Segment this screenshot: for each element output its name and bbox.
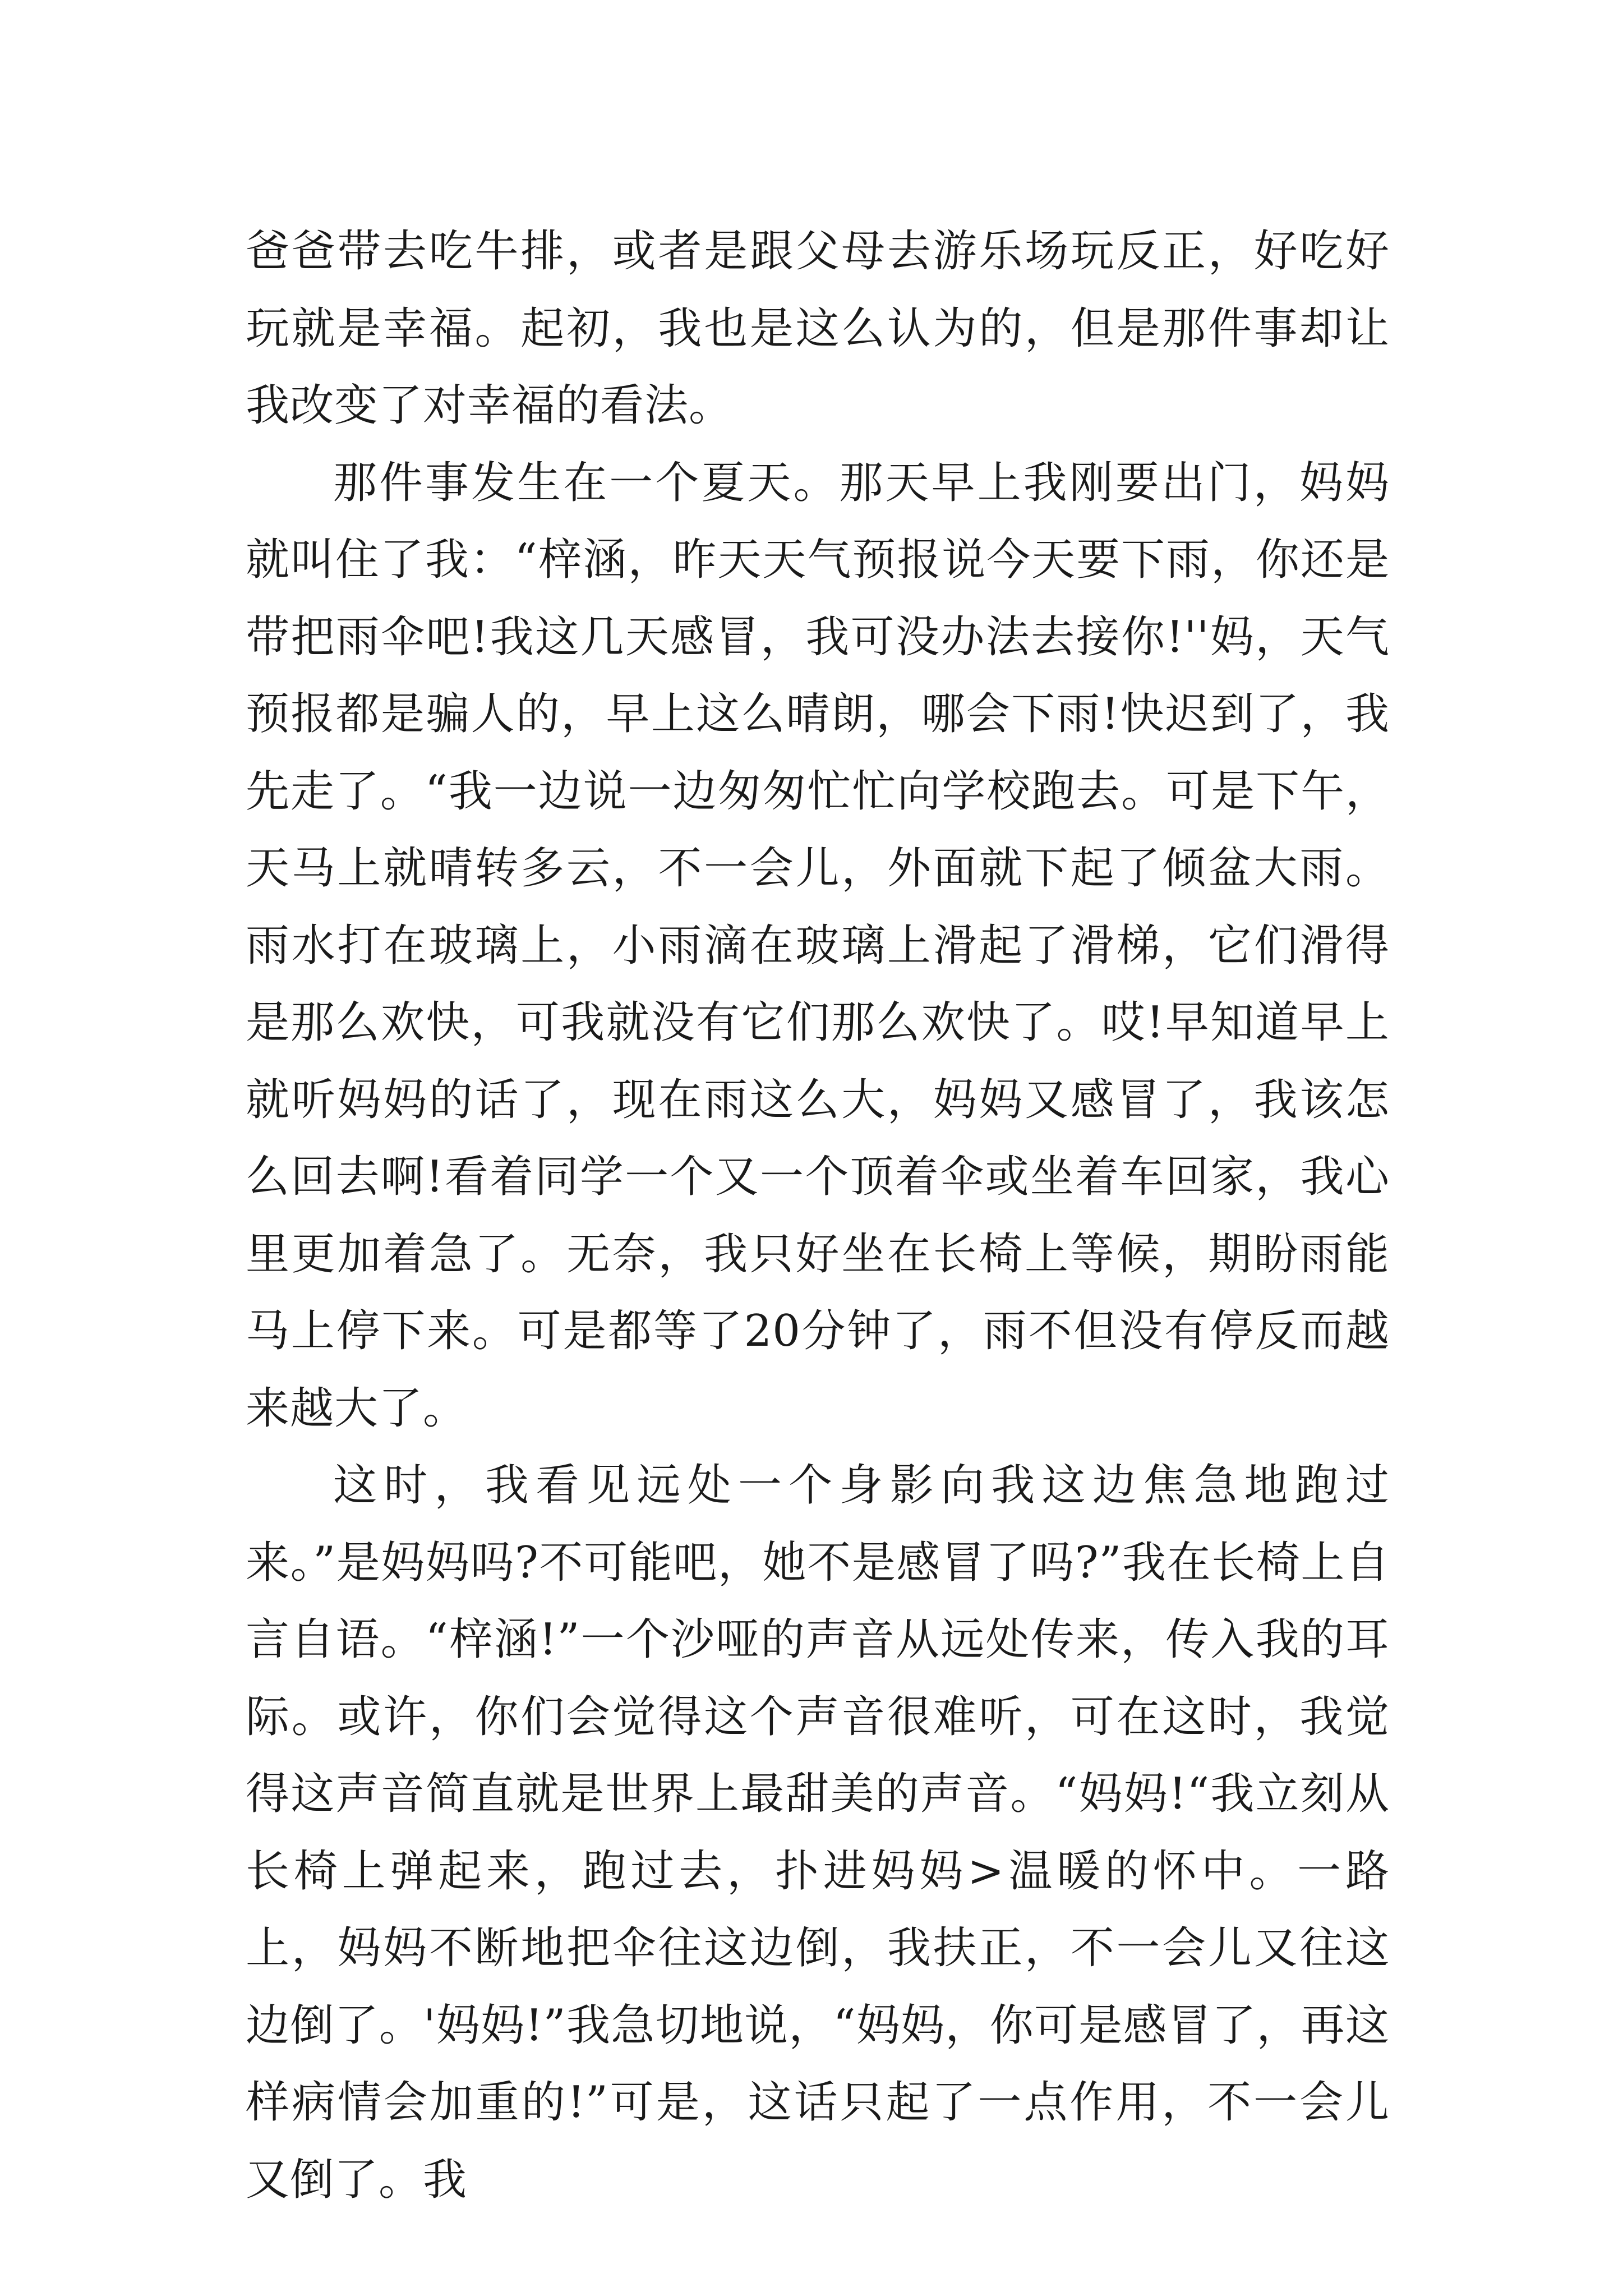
paragraph-1: 爸爸带去吃牛排，或者是跟父母去游乐场玩反正，好吃好玩就是幸福。起初，我也是这么认为的，但是那件事却让我改变了对幸福的看法。 [246, 226, 1390, 431]
essay-body [246, 213, 1390, 2219]
paragraph-2: 那件事发生在一个夏天。那天早上我刚要出门，妈妈就叫住了我：“梓涵，昨天天气预报说今天要下雨，你还是带把雨伞吧!我这几天感冒，我可没办法去接你!''妈，天气预报都是骗人的，早上这么晴朗，哪会下雨!快迟到了，我先走了。“我一边说一边匆匆忙忙向学校跑去。可是下午，天马上就晴转多云，不一会儿，外面就下起了倾盆大雨。雨水打在玻璃上，小雨滴在玻璃上滑起了滑梯，它们滑得是那么欢快，可我就没有它们那么欢快了。哎!早知道早上就听妈妈的话了，现在雨这么大，妈妈又感冒了，我该怎么回去啊!看着同学一个又一个顶着伞或坐着车回家，我心里更加着急了。无奈，我只好坐在长椅上等候，期盼雨能马上停下来。可是都等了20分钟了，雨不但没有停反而越来越大了。 [246, 457, 1390, 1434]
paragraph-3: 这时，我看见远处一个身影向我这边焦急地跑过来。”是妈妈吗?不可能吧，她不是感冒了吗?”我在长椅上自言自语。“梓涵!”一个沙哑的声音从远处传来，传入我的耳际。或许，你们会觉得这个声音很难听，可在这时，我觉得这声音简直就是世界上最甜美的声音。“妈妈!“我立刻从长椅上弹起来，跑过去，扑进妈妈>温暖的怀中。一路上，妈妈不断地把伞往这边倒，我扶正，不一会儿又往这边倒了。'妈妈!”我急切地说，“妈妈，你可是感冒了，再这样病情会加重的!”可是，这话只起了一点作用，不一会儿又倒了。我 [246, 1460, 1390, 2205]
